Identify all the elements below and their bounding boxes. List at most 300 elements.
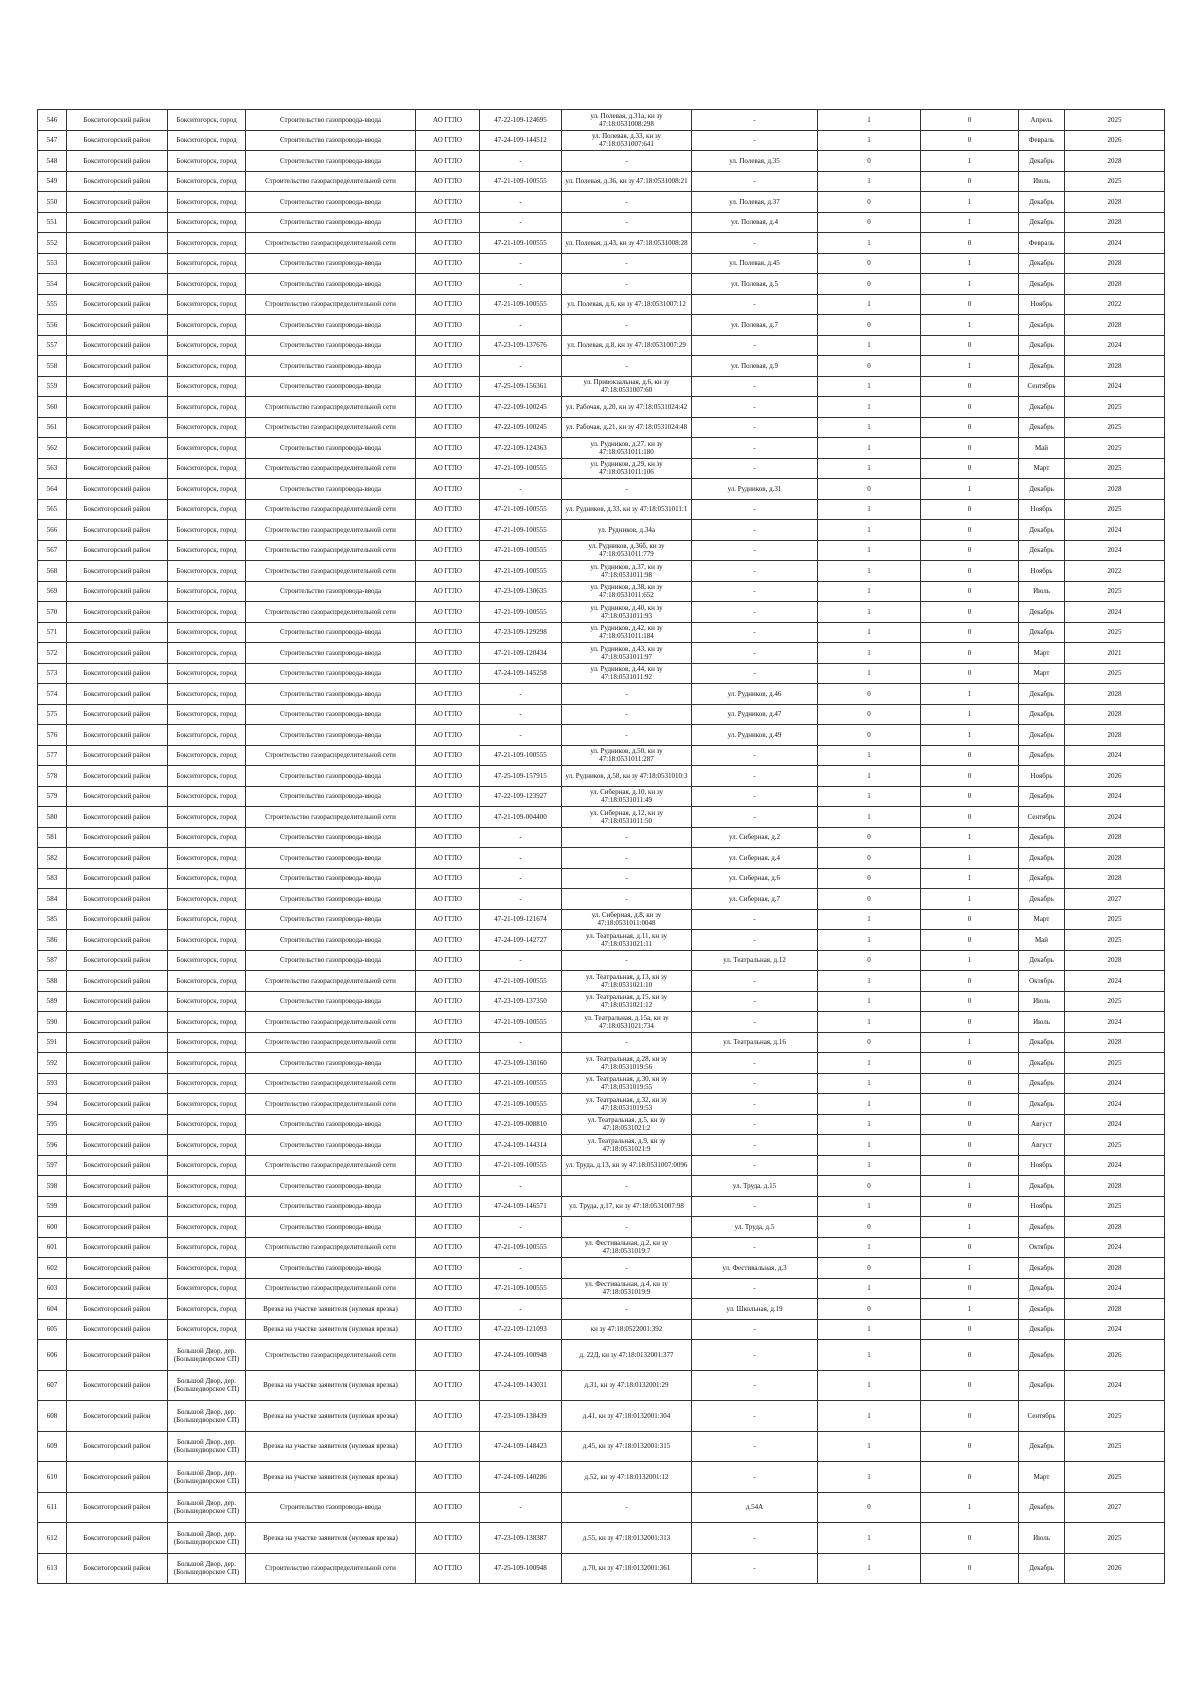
- table-row: [38, 602, 1165, 623]
- work-type-cell: Строительство газораспределительной сети: [246, 807, 416, 828]
- application-number-cell: -: [480, 192, 562, 213]
- year-cell: 2025: [1065, 1462, 1165, 1493]
- settlement-cell: Бокситогорск, город: [168, 827, 246, 848]
- address-cell: ул. Театральная, д.16: [692, 1032, 818, 1053]
- address-cell: -: [692, 1523, 818, 1554]
- application-number-cell: -: [480, 479, 562, 500]
- month-cell: Декабрь: [1019, 622, 1065, 643]
- work-type-cell: Врезка на участке заявителя (нулевая врезка): [246, 1523, 416, 1554]
- application-number-cell: 47-23-109-138439: [480, 1401, 562, 1432]
- address-cell: -: [692, 1553, 818, 1584]
- address-cadastral-cell: ул. Рабочая, д.21, кн зу 47:18:0531024:48: [562, 417, 692, 438]
- settlement-cell: Бокситогорск, город: [168, 212, 246, 233]
- address-cadastral-cell: д.70, кн зу 47:18:0132001:361: [562, 1553, 692, 1584]
- table-row: [38, 499, 1165, 520]
- table-row: [38, 622, 1165, 643]
- address-cadastral-cell: -: [562, 253, 692, 274]
- district-cell: Бокситогорский район: [67, 540, 168, 561]
- count-b-cell: 0: [921, 663, 1019, 684]
- organization-cell: АО ГГЛО: [416, 827, 480, 848]
- district-cell: Бокситогорский район: [67, 335, 168, 356]
- settlement-cell: Бокситогорск, город: [168, 192, 246, 213]
- row-number: 592: [38, 1053, 67, 1074]
- address-cadastral-cell: ул. Рудников, д.44, кн зу 47:18:0531011:92: [562, 663, 692, 684]
- address-cadastral-cell: -: [562, 212, 692, 233]
- address-cadastral-cell: ул. Сиберная, д.8, кн зу 47:18:0531011:0048: [562, 909, 692, 930]
- count-a-cell: 1: [818, 581, 921, 602]
- row-number: 602: [38, 1258, 67, 1279]
- address-cadastral-cell: ул. Театральная, д.13, кн зу 47:18:0531021:10: [562, 971, 692, 992]
- year-cell: 2028: [1065, 827, 1165, 848]
- address-cell: -: [692, 458, 818, 479]
- month-cell: Декабрь: [1019, 848, 1065, 869]
- month-cell: Декабрь: [1019, 315, 1065, 336]
- table-row: [38, 1217, 1165, 1238]
- month-cell: Декабрь: [1019, 253, 1065, 274]
- address-cadastral-cell: -: [562, 274, 692, 295]
- table-row: [38, 1401, 1165, 1432]
- address-cadastral-cell: ул. Рудников, д.33, кн зу 47:18:0531011:1: [562, 499, 692, 520]
- row-number: 587: [38, 950, 67, 971]
- count-a-cell: 1: [818, 766, 921, 787]
- work-type-cell: Строительство газопровода-ввода: [246, 335, 416, 356]
- count-b-cell: 0: [921, 1114, 1019, 1135]
- year-cell: 2024: [1065, 233, 1165, 254]
- table-row: [38, 356, 1165, 377]
- organization-cell: АО ГГЛО: [416, 1258, 480, 1279]
- count-a-cell: 1: [818, 1135, 921, 1156]
- count-a-cell: 1: [818, 807, 921, 828]
- address-cell: -: [692, 1431, 818, 1462]
- work-type-cell: Строительство газопровода-ввода: [246, 868, 416, 889]
- count-a-cell: 1: [818, 1053, 921, 1074]
- address-cadastral-cell: ул. Рудников, д.27, кн зу 47:18:0531011:180: [562, 438, 692, 459]
- address-cell: ул. Полевая, д.35: [692, 151, 818, 172]
- organization-cell: АО ГГЛО: [416, 479, 480, 500]
- table-row: [38, 212, 1165, 233]
- year-cell: 2024: [1065, 1073, 1165, 1094]
- year-cell: 2024: [1065, 1319, 1165, 1340]
- address-cadastral-cell: -: [562, 704, 692, 725]
- address-cell: -: [692, 499, 818, 520]
- year-cell: 2025: [1065, 110, 1165, 131]
- application-number-cell: 47-24-109-100948: [480, 1340, 562, 1371]
- row-number: 596: [38, 1135, 67, 1156]
- district-cell: Бокситогорский район: [67, 745, 168, 766]
- work-type-cell: Строительство газопровода-ввода: [246, 909, 416, 930]
- count-a-cell: 0: [818, 212, 921, 233]
- address-cadastral-cell: д.45, кн зу 47:18:0132001:315: [562, 1431, 692, 1462]
- district-cell: Бокситогорский район: [67, 827, 168, 848]
- organization-cell: АО ГГЛО: [416, 1523, 480, 1554]
- count-a-cell: 1: [818, 991, 921, 1012]
- month-cell: Декабрь: [1019, 745, 1065, 766]
- settlement-cell: Бокситогорск, город: [168, 130, 246, 151]
- year-cell: 2028: [1065, 1258, 1165, 1279]
- work-type-cell: Строительство газопровода-ввода: [246, 1135, 416, 1156]
- count-a-cell: 1: [818, 1114, 921, 1135]
- application-number-cell: 47-23-109-130635: [480, 581, 562, 602]
- settlement-cell: Бокситогорск, город: [168, 479, 246, 500]
- count-b-cell: 0: [921, 1462, 1019, 1493]
- table-row: [38, 684, 1165, 705]
- count-b-cell: 0: [921, 602, 1019, 623]
- organization-cell: АО ГГЛО: [416, 1278, 480, 1299]
- table-row: [38, 1155, 1165, 1176]
- count-b-cell: 1: [921, 151, 1019, 172]
- month-cell: Август: [1019, 1135, 1065, 1156]
- application-number-cell: 47-21-109-100555: [480, 971, 562, 992]
- month-cell: Декабрь: [1019, 1258, 1065, 1279]
- address-cadastral-cell: ул. Полевая, д.8, кн зу 47:18:0531007:29: [562, 335, 692, 356]
- count-a-cell: 1: [818, 643, 921, 664]
- count-a-cell: 1: [818, 1553, 921, 1584]
- work-type-cell: Врезка на участке заявителя (нулевая врезка): [246, 1431, 416, 1462]
- year-cell: 2025: [1065, 1523, 1165, 1554]
- count-a-cell: 0: [818, 827, 921, 848]
- table-row: [38, 417, 1165, 438]
- settlement-cell: Бокситогорск, город: [168, 766, 246, 787]
- district-cell: Бокситогорский район: [67, 909, 168, 930]
- address-cell: -: [692, 663, 818, 684]
- work-type-cell: Строительство газораспределительной сети: [246, 294, 416, 315]
- settlement-cell: Бокситогорск, город: [168, 1114, 246, 1135]
- count-a-cell: 1: [818, 520, 921, 541]
- year-cell: 2028: [1065, 1217, 1165, 1238]
- work-type-cell: Строительство газопровода-ввода: [246, 704, 416, 725]
- month-cell: Февраль: [1019, 233, 1065, 254]
- settlement-cell: Бокситогорск, город: [168, 663, 246, 684]
- count-b-cell: 0: [921, 1553, 1019, 1584]
- row-number: 579: [38, 786, 67, 807]
- application-number-cell: 47-23-109-137350: [480, 991, 562, 1012]
- organization-cell: АО ГГЛО: [416, 356, 480, 377]
- settlement-cell: Бокситогорск, город: [168, 1319, 246, 1340]
- application-number-cell: 47-21-109-100555: [480, 540, 562, 561]
- district-cell: Бокситогорский район: [67, 1462, 168, 1493]
- month-cell: Декабрь: [1019, 417, 1065, 438]
- row-number: 603: [38, 1278, 67, 1299]
- table-row: [38, 1553, 1165, 1584]
- count-b-cell: 1: [921, 827, 1019, 848]
- application-number-cell: 47-22-109-124695: [480, 110, 562, 131]
- address-cadastral-cell: -: [562, 684, 692, 705]
- year-cell: 2027: [1065, 889, 1165, 910]
- table-row: [38, 540, 1165, 561]
- row-number: 586: [38, 930, 67, 951]
- district-cell: Бокситогорский район: [67, 766, 168, 787]
- month-cell: Декабрь: [1019, 868, 1065, 889]
- table-row: [38, 1012, 1165, 1033]
- year-cell: 2026: [1065, 1340, 1165, 1371]
- row-number: 571: [38, 622, 67, 643]
- count-a-cell: 1: [818, 335, 921, 356]
- month-cell: Ноябрь: [1019, 766, 1065, 787]
- year-cell: 2028: [1065, 725, 1165, 746]
- count-b-cell: 0: [921, 540, 1019, 561]
- year-cell: 2025: [1065, 1053, 1165, 1074]
- year-cell: 2028: [1065, 950, 1165, 971]
- month-cell: Декабрь: [1019, 1492, 1065, 1523]
- district-cell: Бокситогорский район: [67, 991, 168, 1012]
- address-cadastral-cell: ул. Рудников, д.36б, кн зу 47:18:0531011:779: [562, 540, 692, 561]
- district-cell: Бокситогорский район: [67, 971, 168, 992]
- district-cell: Бокситогорский район: [67, 212, 168, 233]
- settlement-cell: Бокситогорск, город: [168, 397, 246, 418]
- district-cell: Бокситогорский район: [67, 438, 168, 459]
- application-number-cell: 47-21-109-100555: [480, 294, 562, 315]
- count-b-cell: 0: [921, 171, 1019, 192]
- organization-cell: АО ГГЛО: [416, 294, 480, 315]
- settlement-cell: Бокситогорск, город: [168, 1217, 246, 1238]
- row-number: 593: [38, 1073, 67, 1094]
- year-cell: 2028: [1065, 253, 1165, 274]
- month-cell: Декабрь: [1019, 889, 1065, 910]
- address-cadastral-cell: ул. Рудников, д.34а: [562, 520, 692, 541]
- count-b-cell: 0: [921, 417, 1019, 438]
- application-number-cell: 47-24-109-145258: [480, 663, 562, 684]
- settlement-cell: Бокситогорск, город: [168, 540, 246, 561]
- count-b-cell: 0: [921, 745, 1019, 766]
- work-type-cell: Строительство газораспределительной сети: [246, 1237, 416, 1258]
- count-b-cell: 1: [921, 684, 1019, 705]
- address-cadastral-cell: ул. Театральная, д.9, кн зу 47:18:0531021:9: [562, 1135, 692, 1156]
- work-type-cell: Строительство газораспределительной сети: [246, 1278, 416, 1299]
- address-cadastral-cell: ул. Театральная, д.11, кн зу 47:18:0531021:11: [562, 930, 692, 951]
- month-cell: Декабрь: [1019, 1176, 1065, 1197]
- table-row: [38, 1032, 1165, 1053]
- settlement-cell: Бокситогорск, город: [168, 581, 246, 602]
- year-cell: 2021: [1065, 643, 1165, 664]
- count-a-cell: 0: [818, 1217, 921, 1238]
- work-type-cell: Строительство газопровода-ввода: [246, 212, 416, 233]
- month-cell: Июль: [1019, 581, 1065, 602]
- district-cell: Бокситогорский район: [67, 294, 168, 315]
- count-b-cell: 1: [921, 889, 1019, 910]
- organization-cell: АО ГГЛО: [416, 1553, 480, 1584]
- settlement-cell: Бокситогорск, город: [168, 1073, 246, 1094]
- address-cadastral-cell: ул. Рудников, д.29, кн зу 47:18:0531011:106: [562, 458, 692, 479]
- organization-cell: АО ГГЛО: [416, 745, 480, 766]
- year-cell: 2028: [1065, 1032, 1165, 1053]
- work-type-cell: Строительство газопровода-ввода: [246, 151, 416, 172]
- application-number-cell: 47-21-109-100555: [480, 499, 562, 520]
- table-row: [38, 1196, 1165, 1217]
- work-type-cell: Строительство газопровода-ввода: [246, 376, 416, 397]
- settlement-cell: Бокситогорск, город: [168, 1196, 246, 1217]
- district-cell: Бокситогорский район: [67, 1492, 168, 1523]
- address-cell: -: [692, 930, 818, 951]
- year-cell: 2024: [1065, 1237, 1165, 1258]
- application-number-cell: -: [480, 1299, 562, 1320]
- district-cell: Бокситогорский район: [67, 397, 168, 418]
- application-number-cell: 47-24-109-142727: [480, 930, 562, 951]
- organization-cell: АО ГГЛО: [416, 1370, 480, 1401]
- settlement-cell: Бокситогорск, город: [168, 622, 246, 643]
- year-cell: 2028: [1065, 274, 1165, 295]
- organization-cell: АО ГГЛО: [416, 274, 480, 295]
- row-number: 611: [38, 1492, 67, 1523]
- settlement-cell: Бокситогорск, город: [168, 1278, 246, 1299]
- address-cadastral-cell: ул. Театральная, д.28, кн зу 47:18:0531019:56: [562, 1053, 692, 1074]
- organization-cell: АО ГГЛО: [416, 725, 480, 746]
- district-cell: Бокситогорский район: [67, 417, 168, 438]
- count-a-cell: 1: [818, 1431, 921, 1462]
- address-cell: -: [692, 294, 818, 315]
- address-cell: -: [692, 581, 818, 602]
- table-row: [38, 848, 1165, 869]
- year-cell: 2028: [1065, 1299, 1165, 1320]
- application-number-cell: 47-21-109-100555: [480, 745, 562, 766]
- work-type-cell: Строительство газораспределительной сети: [246, 520, 416, 541]
- month-cell: Декабрь: [1019, 1094, 1065, 1115]
- work-type-cell: Врезка на участке заявителя (нулевая врезка): [246, 1370, 416, 1401]
- work-type-cell: Строительство газопровода-ввода: [246, 253, 416, 274]
- district-cell: Бокситогорский район: [67, 1196, 168, 1217]
- organization-cell: АО ГГЛО: [416, 1431, 480, 1462]
- district-cell: Бокситогорский район: [67, 868, 168, 889]
- district-cell: Бокситогорский район: [67, 1258, 168, 1279]
- month-cell: Декабрь: [1019, 1278, 1065, 1299]
- count-b-cell: 0: [921, 1135, 1019, 1156]
- organization-cell: АО ГГЛО: [416, 376, 480, 397]
- count-b-cell: 0: [921, 971, 1019, 992]
- table-row: [38, 1258, 1165, 1279]
- address-cadastral-cell: ул. Полевая, д.33, кн зу 47:18:0531007:641: [562, 130, 692, 151]
- table-row: [38, 171, 1165, 192]
- district-cell: Бокситогорский район: [67, 848, 168, 869]
- address-cadastral-cell: -: [562, 1492, 692, 1523]
- settlement-cell: Бокситогорск, город: [168, 253, 246, 274]
- address-cell: -: [692, 417, 818, 438]
- address-cell: -: [692, 1073, 818, 1094]
- table-row: [38, 233, 1165, 254]
- address-cell: -: [692, 1462, 818, 1493]
- application-number-cell: 47-21-109-100555: [480, 1278, 562, 1299]
- application-number-cell: -: [480, 725, 562, 746]
- year-cell: 2025: [1065, 417, 1165, 438]
- row-number: 553: [38, 253, 67, 274]
- month-cell: Декабрь: [1019, 1073, 1065, 1094]
- application-number-cell: 47-21-109-100555: [480, 602, 562, 623]
- organization-cell: АО ГГЛО: [416, 130, 480, 151]
- count-a-cell: 0: [818, 725, 921, 746]
- row-number: 559: [38, 376, 67, 397]
- address-cell: ул. Рудников, д.31: [692, 479, 818, 500]
- row-number: 574: [38, 684, 67, 705]
- month-cell: Июль: [1019, 991, 1065, 1012]
- application-number-cell: -: [480, 1176, 562, 1197]
- count-b-cell: 0: [921, 643, 1019, 664]
- district-cell: Бокситогорский район: [67, 1553, 168, 1584]
- address-cadastral-cell: -: [562, 950, 692, 971]
- address-cadastral-cell: ул. Театральная, д.30, кн зу 47:18:0531019:55: [562, 1073, 692, 1094]
- row-number: 554: [38, 274, 67, 295]
- organization-cell: АО ГГЛО: [416, 602, 480, 623]
- year-cell: 2028: [1065, 192, 1165, 213]
- work-type-cell: Строительство газораспределительной сети: [246, 499, 416, 520]
- address-cell: ул. Полевая, д.37: [692, 192, 818, 213]
- organization-cell: АО ГГЛО: [416, 397, 480, 418]
- address-cadastral-cell: ул. Полевая, д.43, кн зу 47:18:0531008:28: [562, 233, 692, 254]
- work-type-cell: Врезка на участке заявителя (нулевая врезка): [246, 1462, 416, 1493]
- count-a-cell: 1: [818, 561, 921, 582]
- application-number-cell: 47-24-109-148423: [480, 1431, 562, 1462]
- count-b-cell: 1: [921, 1217, 1019, 1238]
- application-number-cell: -: [480, 868, 562, 889]
- row-number: 589: [38, 991, 67, 1012]
- table-row: [38, 151, 1165, 172]
- settlement-cell: Бокситогорск, город: [168, 745, 246, 766]
- address-cell: -: [692, 1012, 818, 1033]
- count-b-cell: 1: [921, 192, 1019, 213]
- count-a-cell: 1: [818, 971, 921, 992]
- table-row: [38, 458, 1165, 479]
- work-type-cell: Строительство газопровода-ввода: [246, 479, 416, 500]
- application-number-cell: 47-22-109-123927: [480, 786, 562, 807]
- row-number: 581: [38, 827, 67, 848]
- district-cell: Бокситогорский район: [67, 807, 168, 828]
- application-number-cell: 47-25-109-156361: [480, 376, 562, 397]
- address-cadastral-cell: -: [562, 1032, 692, 1053]
- application-number-cell: -: [480, 950, 562, 971]
- organization-cell: АО ГГЛО: [416, 417, 480, 438]
- work-type-cell: Строительство газораспределительной сети: [246, 417, 416, 438]
- count-b-cell: 1: [921, 315, 1019, 336]
- row-number: 577: [38, 745, 67, 766]
- count-a-cell: 1: [818, 1012, 921, 1033]
- count-a-cell: 1: [818, 110, 921, 131]
- row-number: 609: [38, 1431, 67, 1462]
- district-cell: Бокситогорский район: [67, 171, 168, 192]
- row-number: 595: [38, 1114, 67, 1135]
- year-cell: 2024: [1065, 1278, 1165, 1299]
- settlement-cell: Бокситогорск, город: [168, 1135, 246, 1156]
- table-row: [38, 1176, 1165, 1197]
- table-row: [38, 704, 1165, 725]
- count-b-cell: 1: [921, 1258, 1019, 1279]
- month-cell: Декабрь: [1019, 827, 1065, 848]
- organization-cell: АО ГГЛО: [416, 171, 480, 192]
- month-cell: Ноябрь: [1019, 499, 1065, 520]
- year-cell: 2024: [1065, 520, 1165, 541]
- table-row: [38, 397, 1165, 418]
- address-cell: -: [692, 602, 818, 623]
- district-cell: Бокситогорский район: [67, 192, 168, 213]
- address-cell: -: [692, 786, 818, 807]
- address-cadastral-cell: -: [562, 1217, 692, 1238]
- month-cell: Июль: [1019, 1012, 1065, 1033]
- application-number-cell: 47-22-109-121093: [480, 1319, 562, 1340]
- address-cell: д.54А: [692, 1492, 818, 1523]
- count-a-cell: 1: [818, 1523, 921, 1554]
- count-b-cell: 0: [921, 294, 1019, 315]
- row-number: 555: [38, 294, 67, 315]
- count-b-cell: 0: [921, 1196, 1019, 1217]
- address-cell: -: [692, 1319, 818, 1340]
- address-cell: ул. Сиберная, д.2: [692, 827, 818, 848]
- settlement-cell: Большой Двор, дер. (Большедворское СП): [168, 1370, 246, 1401]
- work-type-cell: Строительство газораспределительной сети: [246, 561, 416, 582]
- year-cell: 2024: [1065, 335, 1165, 356]
- settlement-cell: Бокситогорск, город: [168, 807, 246, 828]
- year-cell: 2025: [1065, 663, 1165, 684]
- table-body: [38, 110, 1165, 1584]
- count-b-cell: 1: [921, 1492, 1019, 1523]
- address-cadastral-cell: ул. Полевая, д.6, кн зу 47:18:0531007:12: [562, 294, 692, 315]
- count-b-cell: 0: [921, 110, 1019, 131]
- district-cell: Бокситогорский район: [67, 561, 168, 582]
